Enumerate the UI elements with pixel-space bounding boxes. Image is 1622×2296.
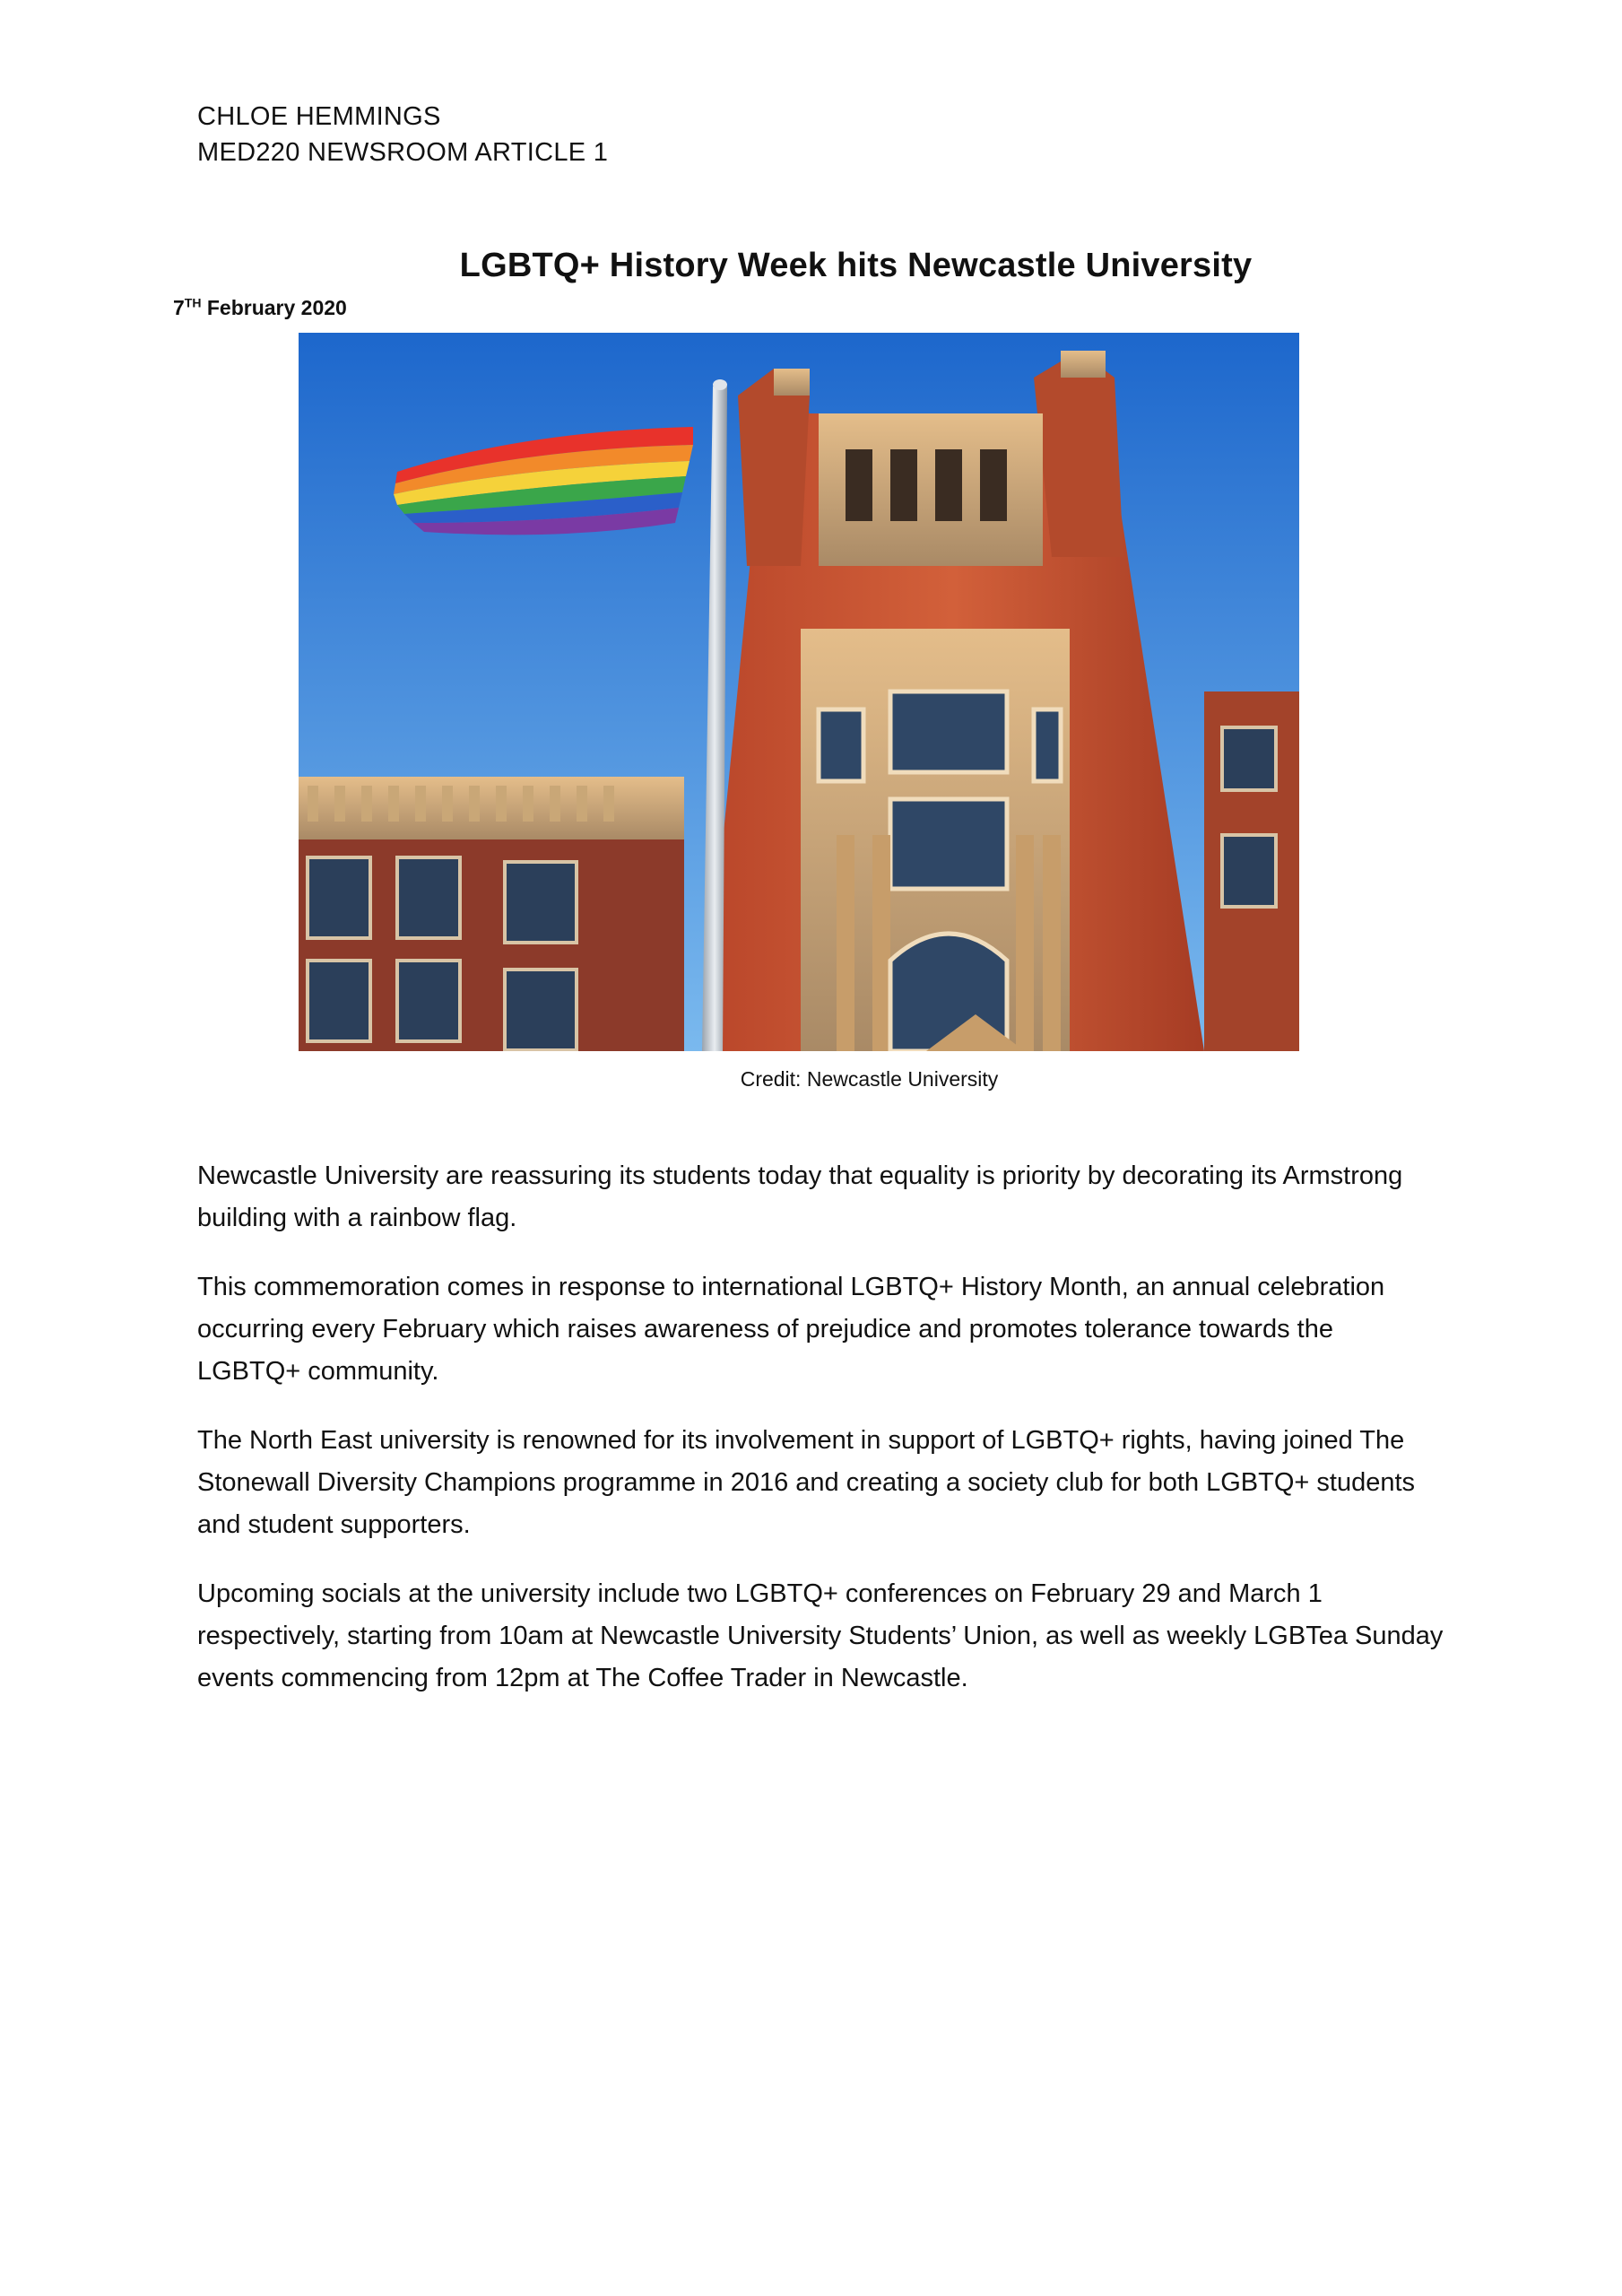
photo-caption bbox=[0, 1067, 1622, 1091]
article-headline bbox=[0, 247, 1622, 285]
paragraph: Newcastle University are reassuring its students today that equality is priority by decorating its Armstrong building with a rainbow flag. bbox=[197, 1161, 1403, 1232]
course-label: MED220 NEWSROOM ARTICLE 1 bbox=[197, 138, 609, 167]
caption-text: Credit: Newcastle University bbox=[740, 1067, 999, 1091]
building-flag-illustration bbox=[299, 333, 1299, 1051]
date-rest: February 2020 bbox=[201, 296, 347, 319]
headline-text: LGBTQ+ History Week hits Newcastle University bbox=[459, 247, 1253, 284]
article-body bbox=[197, 1155, 1444, 1726]
article-photo bbox=[299, 333, 1299, 1051]
article-date bbox=[173, 296, 347, 320]
date-suffix: TH bbox=[184, 295, 202, 310]
date-day: 7 bbox=[173, 296, 185, 319]
paragraph: This commemoration comes in response to international LGBTQ+ History Month, an annual celebration occurring every February which raises awareness of prejudice and promotes tolerance towards the LGBTQ+ community. bbox=[197, 1273, 1385, 1386]
paragraph: The North East university is renowned for its involvement in support of LGBTQ+ rights, having joined The Stonewall Diversity Champions programme in 2016 and creating a society club for both LGBTQ+ students and student supporters. bbox=[197, 1426, 1416, 1539]
author-name: CHLOE HEMMINGS bbox=[197, 102, 441, 131]
author-block bbox=[197, 99, 608, 170]
paragraph: Upcoming socials at the university include two LGBTQ+ conferences on February 29 and March 1 respectively, starting from 10am at Newcastle University Students’ Union, as well as weekly LGBTea Sunday events commencing from 12pm at The Coffee Trader in Newcastle. bbox=[197, 1579, 1444, 1692]
